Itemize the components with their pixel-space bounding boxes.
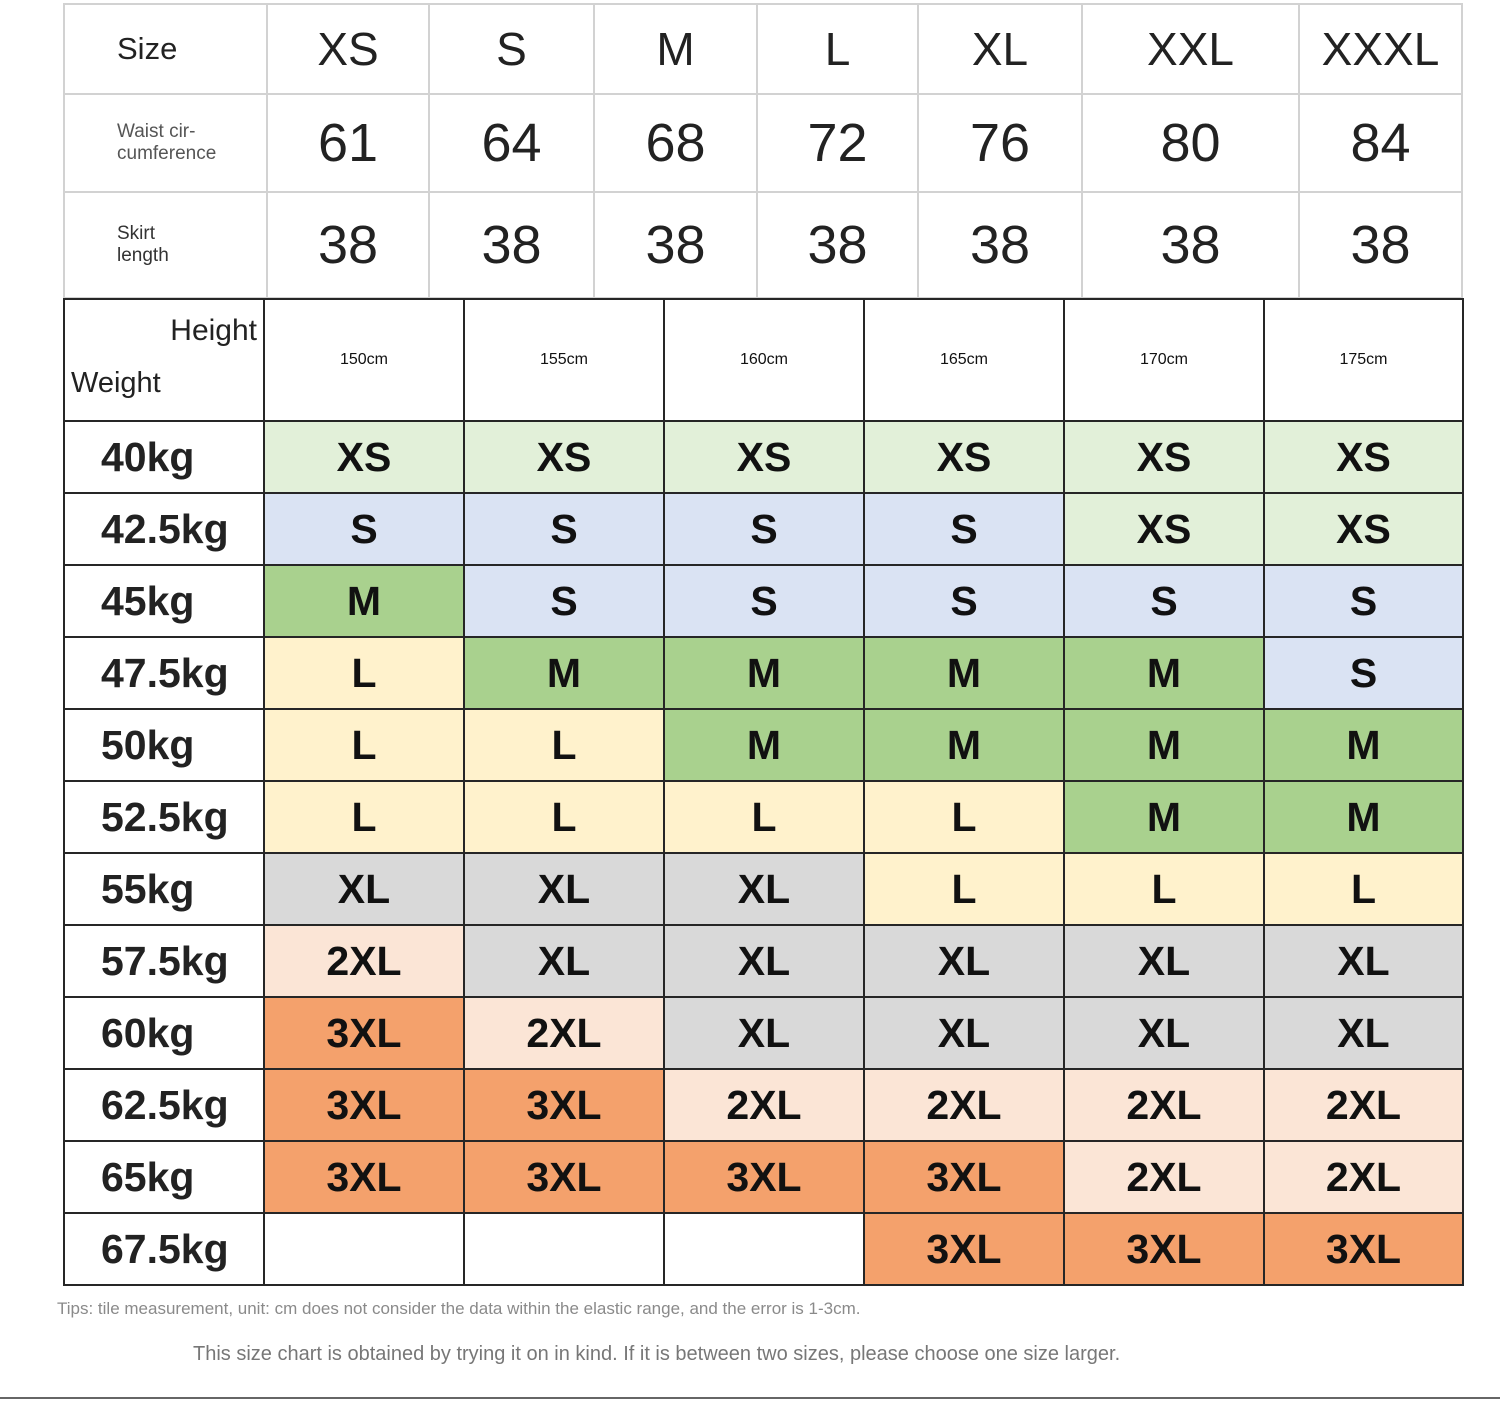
skirt-length-cell: 38 [918,192,1082,298]
size-recommendation-cell: 2XL [264,925,464,997]
weight-row [64,997,1463,1069]
waist-row [64,94,1462,192]
size-recommendation-cell: L [464,709,664,781]
size-recommendation-cell: 2XL [1064,1069,1264,1141]
size-recommendation-cell: XL [1064,997,1264,1069]
size-cell: XXL [1082,4,1299,94]
weight-label: 52.5kg [64,781,264,853]
size-recommendation-cell: XS [464,421,664,493]
size-recommendation-cell: XL [864,997,1064,1069]
size-recommendation-cell: 2XL [1264,1069,1463,1141]
size-recommendation-cell: 3XL [264,1141,464,1213]
weight-row [64,1141,1463,1213]
size-recommendation-cell: S [264,493,464,565]
height-header-cell: 150cm [264,299,464,421]
size-recommendation-cell: 3XL [264,997,464,1069]
size-recommendation-cell: S [664,565,864,637]
size-recommendation-cell: XL [464,853,664,925]
size-recommendation-cell: XS [1064,493,1264,565]
empty-cell [264,1213,464,1285]
size-recommendation-cell: 3XL [464,1069,664,1141]
size-cell: XL [918,4,1082,94]
weight-label: 42.5kg [64,493,264,565]
size-recommendation-cell: XS [1264,421,1463,493]
size-recommendation-cell: 3XL [864,1213,1064,1285]
size-recommendation-cell: 3XL [1064,1213,1264,1285]
size-recommendation-cell: XL [664,853,864,925]
weight-label: 57.5kg [64,925,264,997]
size-recommendation-cell: 3XL [264,1069,464,1141]
size-recommendation-cell: 3XL [1264,1213,1463,1285]
size-recommendation-cell: XL [864,925,1064,997]
height-header-cell: 160cm [664,299,864,421]
size-recommendation-cell: M [864,637,1064,709]
size-recommendation-cell: M [1264,781,1463,853]
size-recommendation-cell: XL [1264,997,1463,1069]
weight-row [64,493,1463,565]
size-grid-body [64,421,1463,1285]
waist-cell: 61 [267,94,429,192]
size-recommendation-cell: M [664,709,864,781]
size-row-label: Size [64,4,267,94]
size-recommendation-cell: L [864,853,1064,925]
skirt-length-cell: 38 [429,192,594,298]
empty-cell [664,1213,864,1285]
waist-cell: 84 [1299,94,1462,192]
size-cell: XXXL [1299,4,1462,94]
size-recommendation-cell: M [1064,781,1264,853]
weight-row [64,709,1463,781]
weight-label: 62.5kg [64,1069,264,1141]
skirt-length-cell: 38 [1082,192,1299,298]
size-recommendation-cell: 2XL [1064,1141,1264,1213]
skirt-length-cell: 38 [757,192,918,298]
weight-label: 55kg [64,853,264,925]
size-recommendation-cell: XS [264,421,464,493]
size-recommendation-cell: 3XL [664,1141,864,1213]
size-recommendation-cell: L [664,781,864,853]
size-recommendation-cell: XL [1264,925,1463,997]
size-recommendation-cell: XL [664,997,864,1069]
size-recommendation-cell: L [264,781,464,853]
weight-label: 50kg [64,709,264,781]
size-recommendation-cell: XS [664,421,864,493]
size-recommendation-cell: S [664,493,864,565]
height-header-cell: 155cm [464,299,664,421]
size-recommendation-cell: L [1064,853,1264,925]
size-recommendation-cell: 2XL [864,1069,1064,1141]
weight-row [64,565,1463,637]
size-recommendation-cell: S [464,565,664,637]
grid-corner-cell [64,299,264,421]
skirt-length-cell: 38 [267,192,429,298]
size-recommendation-cell: S [1064,565,1264,637]
skirt-length-cell: 38 [1299,192,1462,298]
size-recommendation-cell: 2XL [1264,1141,1463,1213]
height-weight-size-grid [63,298,1464,1286]
size-recommendation-cell: M [664,637,864,709]
size-cell: XS [267,4,429,94]
weight-axis-label: Weight [71,367,161,399]
size-recommendation-cell: S [1264,565,1463,637]
size-recommendation-cell: L [1264,853,1463,925]
waist-cell: 80 [1082,94,1299,192]
size-recommendation-cell: XL [464,925,664,997]
size-recommendation-cell: L [264,637,464,709]
size-recommendation-cell: S [464,493,664,565]
weight-label: 45kg [64,565,264,637]
weight-label: 47.5kg [64,637,264,709]
size-recommendation-cell: L [864,781,1064,853]
size-recommendation-cell: S [864,565,1064,637]
size-cell: M [594,4,757,94]
waist-cell: 76 [918,94,1082,192]
waist-cell: 68 [594,94,757,192]
size-recommendation-cell: XL [1064,925,1264,997]
weight-row [64,781,1463,853]
size-recommendation-cell: XL [664,925,864,997]
size-recommendation-cell: XS [864,421,1064,493]
skirt-length-cell: 38 [594,192,757,298]
height-axis-label: Height [170,314,257,347]
weight-label: 67.5kg [64,1213,264,1285]
weight-row [64,925,1463,997]
size-recommendation-cell: S [864,493,1064,565]
size-recommendation-cell: M [1064,637,1264,709]
size-recommendation-cell: S [1264,637,1463,709]
size-recommendation-cell: L [464,781,664,853]
skirt-length-row [64,192,1462,298]
height-header-row [64,299,1463,421]
tips-note: Tips: tile measurement, unit: cm does not consider the data within the elastic range, and the error is 1-3cm. [57,1299,861,1318]
size-recommendation-cell: M [864,709,1064,781]
weight-label: 60kg [64,997,264,1069]
size-recommendation-cell: 2XL [464,997,664,1069]
waist-row-label: Waist cir- cumference [64,94,267,192]
weight-label: 40kg [64,421,264,493]
bottom-divider [0,1397,1500,1399]
empty-cell [464,1213,664,1285]
weight-row [64,1069,1463,1141]
size-recommendation-cell: XL [264,853,464,925]
height-header-cell: 170cm [1064,299,1264,421]
size-row [64,4,1462,94]
size-recommendation-cell: L [264,709,464,781]
waist-cell: 64 [429,94,594,192]
weight-label: 65kg [64,1141,264,1213]
size-recommendation-cell: M [264,565,464,637]
size-recommendation-cell: 3XL [864,1141,1064,1213]
size-cell: S [429,4,594,94]
size-advice-note: This size chart is obtained by trying it on in kind. If it is between two sizes, please choose one size larger. [193,1343,1121,1365]
size-recommendation-cell: XS [1264,493,1463,565]
height-header-cell: 165cm [864,299,1064,421]
weight-row [64,853,1463,925]
size-recommendation-cell: 2XL [664,1069,864,1141]
waist-cell: 72 [757,94,918,192]
weight-row [64,1213,1463,1285]
size-recommendation-cell: 3XL [464,1141,664,1213]
skirt-length-row-label: Skirt length [64,192,267,298]
size-recommendation-cell: XS [1064,421,1264,493]
size-recommendation-cell: M [464,637,664,709]
height-header-cell: 175cm [1264,299,1463,421]
size-recommendation-cell: M [1264,709,1463,781]
size-measurement-table [63,3,1463,299]
weight-row [64,421,1463,493]
weight-row [64,637,1463,709]
size-cell: L [757,4,918,94]
size-recommendation-cell: M [1064,709,1264,781]
